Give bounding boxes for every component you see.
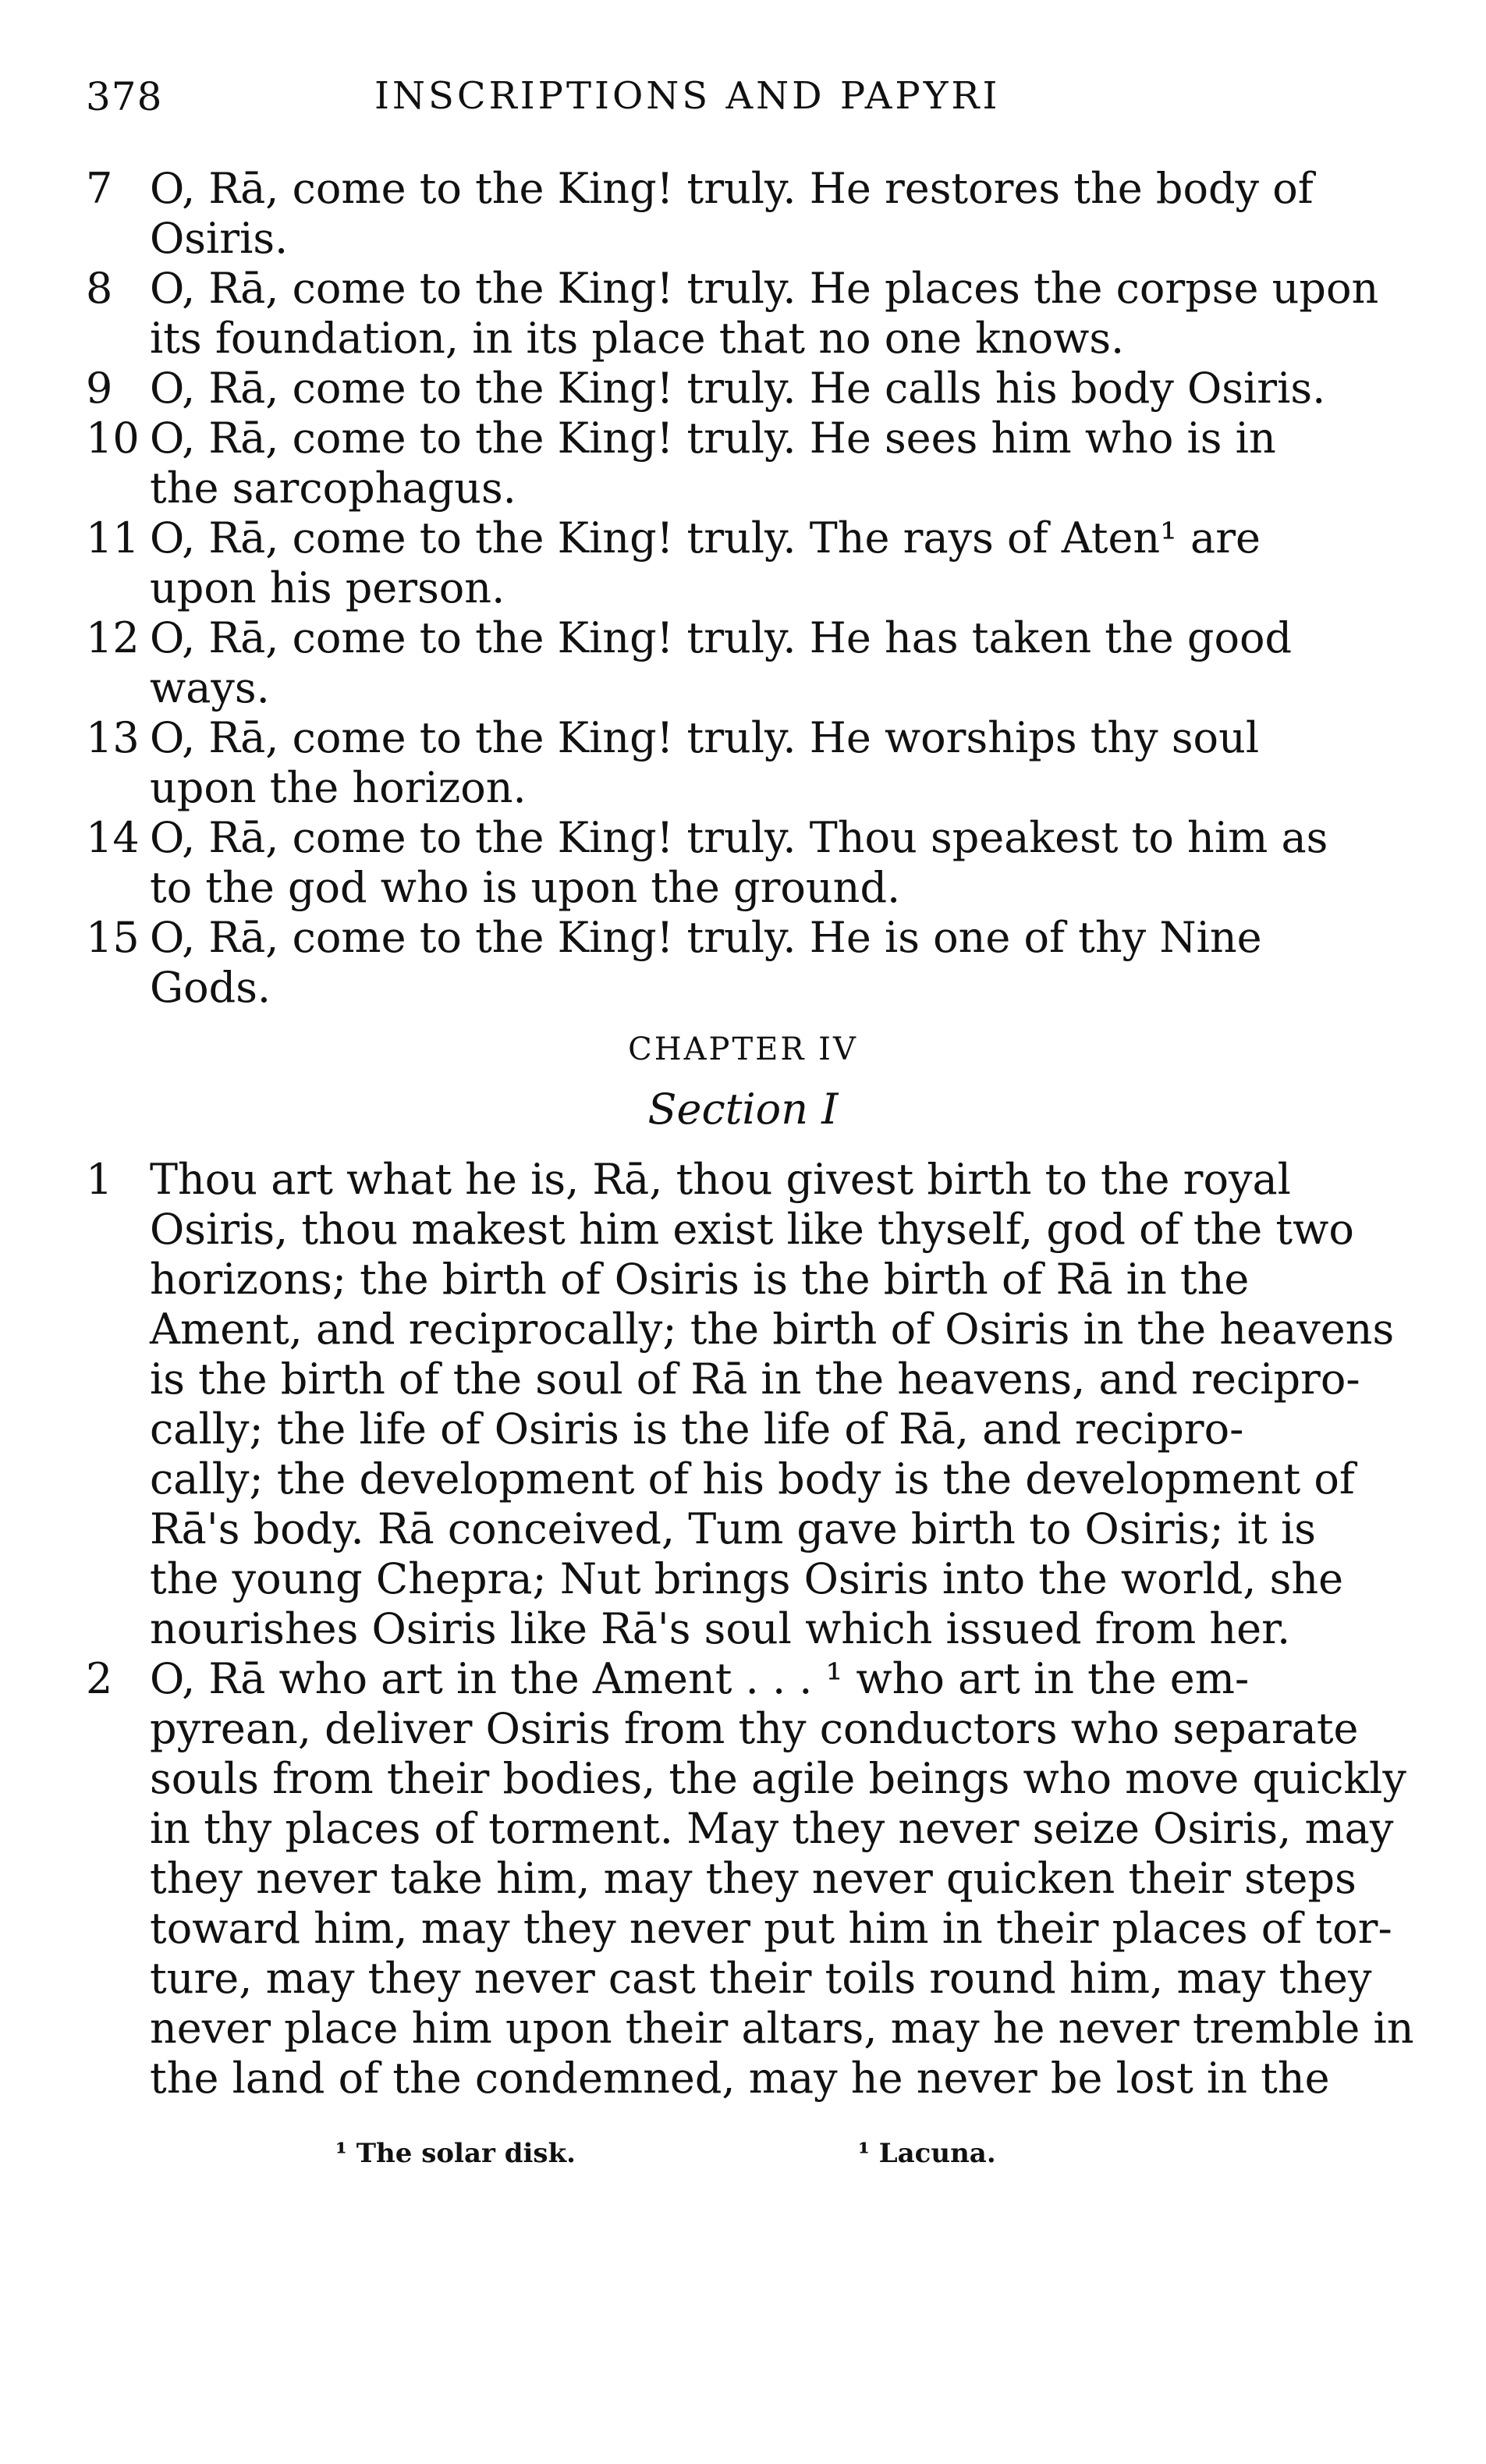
text-line [86,813,1328,863]
text-line [86,314,1287,364]
text-line [86,1354,1360,1404]
line-text: nourishes Osiris like Rā's soul which issued from her. [150,1604,1291,1653]
text-line [86,2054,1330,2104]
text-line [86,713,1287,763]
text-line [86,663,1287,713]
line-text: the land of the condemned, may he never be lost in the [150,2054,1330,2103]
line-text: horizons; the birth of Osiris is the birth of Rā in the [150,1255,1250,1304]
line-text: O, Rā, come to the King! truly. He worships thy soul [150,713,1260,762]
line-text: toward him, may they never put him in their places of tor- [150,1904,1392,1953]
line-text: O, Rā, come to the King! truly. He sees him who is in [150,414,1276,463]
text-line [86,1754,1406,1804]
line-text: Gods. [150,963,271,1012]
line-text: O, Rā who art in the Ament . . . ¹ who art in the em- [150,1654,1250,1703]
line-text: O, Rā, come to the King! truly. He calls his body Osiris. [150,364,1326,413]
text-line [86,563,1287,613]
line-text: its foundation, in its place that no one knows. [150,314,1125,363]
line-text: O, Rā, come to the King! truly. He places the corpse upon [150,264,1379,313]
verse-number: 11 [86,513,140,563]
verse-number: 14 [86,813,140,862]
text-line [86,164,1314,214]
verse-number: 10 [86,414,140,463]
line-text: ways. [150,663,270,712]
page-header [86,74,1287,137]
line-text: to the god who is upon the ground. [150,863,901,912]
text-line [86,763,1287,813]
verse-number: 7 [86,164,113,213]
section-heading: Section I [647,1085,839,1134]
text-line [86,913,1287,963]
line-text: O, Rā, come to the King! truly. The rays of Aten¹ are [150,513,1261,563]
text-line [86,463,1287,513]
line-text: cally; the life of Osiris is the life of Rā, and recipro- [150,1404,1244,1454]
line-text: the young Chepra; Nut brings Osiris into the world, she [150,1554,1344,1603]
text-line [86,1554,1344,1604]
text-line [86,1854,1357,1904]
text-line [86,1404,1287,1454]
text-line [86,1255,1287,1305]
text-line [86,414,1287,463]
line-text: Ament, and reciprocally; the birth of Osiris in the heavens [150,1305,1395,1354]
verse-number: 2 [86,1654,113,1703]
text-line [86,513,1287,563]
verse-number: 1 [86,1155,113,1204]
line-text: is the birth of the soul of Rā in the heavens, and recipro- [150,1354,1360,1404]
footnote-solar-disk: ¹ The solar disk. [335,2138,576,2169]
text-line [86,1454,1355,1504]
line-text: ture, may they never cast their toils round him, may they [150,1954,1372,2003]
text-line [86,264,1379,314]
line-text: O, Rā, come to the King! truly. Thou speakest to him as [150,813,1328,862]
line-text: Osiris. [150,214,289,263]
verse-number: 15 [86,913,140,962]
text-line [86,1305,1395,1354]
line-text: upon his person. [150,563,505,612]
line-text: never place him upon their altars, may he never tremble in [150,2004,1414,2053]
litany-verses [86,164,1379,1013]
text-line [86,1704,1359,1754]
text-line [86,1155,1291,1205]
text-line [86,863,1287,913]
line-text: pyrean, deliver Osiris from thy conductors who separate [150,1704,1359,1753]
line-text: the sarcophagus. [150,463,516,513]
text-line [86,1604,1291,1654]
text-line [86,2004,1414,2054]
verse-number: 12 [86,613,140,662]
text-line [86,214,1287,264]
line-text: Rā's body. Rā conceived, Tum gave birth to Osiris; it is [150,1504,1317,1553]
text-line [86,1904,1392,1954]
page-number: 378 [86,74,163,119]
line-text: O, Rā, come to the King! truly. He has taken the good [150,613,1293,662]
text-line [86,1654,1287,1704]
verse-number: 13 [86,713,140,762]
line-text: upon the horizon. [150,763,527,812]
verse-number: 8 [86,264,113,313]
footnote-lacuna: ¹ Lacuna. [858,2138,996,2169]
chapter-heading: CHAPTER IV [628,1031,858,1067]
text-line [86,963,1287,1013]
running-head: INSCRIPTIONS AND PAPYRI [374,74,1001,118]
verse-number: 9 [86,364,113,413]
line-text: they never take him, may they never quicken their steps [150,1854,1357,1903]
line-text: O, Rā, come to the King! truly. He is one of thy Nine [150,913,1262,962]
text-line [86,364,1326,414]
line-text: O, Rā, come to the King! truly. He restores the body of [150,164,1314,213]
section-body [86,1155,1414,2104]
line-text: Thou art what he is, Rā, thou givest birth to the royal [150,1155,1291,1204]
line-text: souls from their bodies, the agile beings who move quickly [150,1754,1406,1803]
text-line [86,1205,1354,1255]
line-text: in thy places of torment. May they never seize Osiris, may [150,1804,1394,1853]
line-text: Osiris, thou makest him exist like thyself, god of the two [150,1205,1354,1254]
line-text: cally; the development of his body is the development of [150,1454,1355,1504]
text-line [86,1504,1317,1554]
text-line [86,1804,1394,1854]
text-line [86,1954,1372,2004]
text-line [86,613,1293,663]
